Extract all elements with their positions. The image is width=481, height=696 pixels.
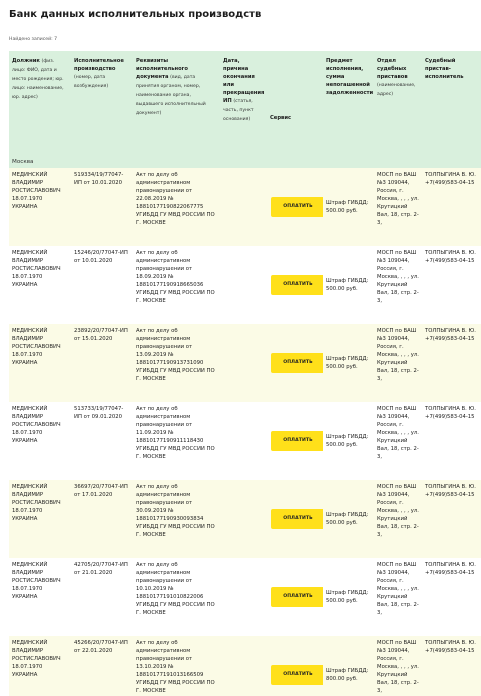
department-cell: МОСП по ВАШ №3 109044, Россия, г. Москва, , , , ул. Крутицкий Вал, 18, стр. 2-3, <box>374 168 422 246</box>
department-cell: МОСП по ВАШ №3 109044, Россия, г. Москва, , , , ул. Крутицкий Вал, 18, стр. 2-3, <box>374 636 422 696</box>
debtor-cell: МЕДИНСКИЙ ВЛАДИМИР РОСТИСЛАВОВИЧ 18.07.1970 УКРАИНА <box>9 480 71 558</box>
record-count: Найдено записей: 7 <box>9 37 58 42</box>
document-cell: Акт по делу об административном правонарушении от 30.09.2019 № 18810177190930093834 УГИБДД ГУ МВД РОССИИ ПО Г. МОСКВЕ <box>133 480 220 558</box>
bailiff-cell: ТОЛПЫГИНА В. Ю. +7(499)583-04-15 <box>422 402 481 480</box>
subject-cell: Штраф ГИБДД: 500.00 руб. <box>323 324 374 402</box>
bailiff-cell: ТОЛПЫГИНА В. Ю. +7(499)583-04-15 <box>422 636 481 696</box>
table-row <box>9 246 481 324</box>
service-cell <box>267 402 323 480</box>
service-cell <box>267 324 323 402</box>
document-cell: Акт по делу об административном правонарушении от 22.08.2019 № 18810177190822067775 УГИБДД ГУ МВД РОССИИ ПО Г. МОСКВЕ <box>133 168 220 246</box>
document-cell: Акт по делу об административном правонарушении от 18.09.2019 № 18810177190918665036 УГИБДД ГУ МВД РОССИИ ПО Г. МОСКВЕ <box>133 246 220 324</box>
bailiff-cell: ТОЛПЫГИНА В. Ю. +7(499)583-04-15 <box>422 168 481 246</box>
table-row <box>9 636 481 696</box>
proceeding-cell: 519334/19/77047-ИП от 10.01.2020 <box>71 168 133 246</box>
table-row <box>9 324 481 402</box>
proceeding-cell: 45266/20/77047-ИП от 22.01.2020 <box>71 636 133 696</box>
department-cell: МОСП по ВАШ №3 109044, Россия, г. Москва, , , , ул. Крутицкий Вал, 18, стр. 2-3, <box>374 402 422 480</box>
department-cell: МОСП по ВАШ №3 109044, Россия, г. Москва, , , , ул. Крутицкий Вал, 18, стр. 2-3, <box>374 324 422 402</box>
subject-cell: Штраф ГИБДД: 500.00 руб. <box>323 402 374 480</box>
pay-button[interactable]: ОПЛАТИТЬ <box>271 665 323 685</box>
subject-cell: Штраф ГИБДД: 800.00 руб. <box>323 636 374 696</box>
service-cell <box>267 636 323 696</box>
subject-cell: Штраф ГИБДД: 500.00 руб. <box>323 168 374 246</box>
service-cell <box>267 480 323 558</box>
debtor-cell: МЕДИНСКИЙ ВЛАДИМИР РОСТИСЛАВОВИЧ 18.07.1970 УКРАИНА <box>9 246 71 324</box>
table-body <box>9 168 481 696</box>
header-bailiff: Судебный пристав-исполнитель <box>422 51 481 168</box>
end-date-cell <box>220 246 267 324</box>
pay-button[interactable]: ОПЛАТИТЬ <box>271 197 323 217</box>
table-row <box>9 168 481 246</box>
service-cell <box>267 558 323 636</box>
results-table <box>9 51 481 696</box>
document-cell: Акт по делу об административном правонарушении от 13.10.2019 № 18810177191013166509 УГИБДД ГУ МВД РОССИИ ПО Г. МОСКВЕ <box>133 636 220 696</box>
pay-button[interactable]: ОПЛАТИТЬ <box>271 509 323 529</box>
end-date-cell <box>220 324 267 402</box>
end-date-cell <box>220 480 267 558</box>
table-row <box>9 480 481 558</box>
region-label: Москва <box>12 159 34 165</box>
department-cell: МОСП по ВАШ №3 109044, Россия, г. Москва, , , , ул. Крутицкий Вал, 18, стр. 2-3, <box>374 480 422 558</box>
bailiff-cell: ТОЛПЫГИНА В. Ю. +7(499)583-04-15 <box>422 558 481 636</box>
bailiff-cell: ТОЛПЫГИНА В. Ю. +7(499)583-04-15 <box>422 246 481 324</box>
debtor-cell: МЕДИНСКИЙ ВЛАДИМИР РОСТИСЛАВОВИЧ 18.07.1970 УКРАИНА <box>9 168 71 246</box>
department-cell: МОСП по ВАШ №3 109044, Россия, г. Москва, , , , ул. Крутицкий Вал, 18, стр. 2-3, <box>374 558 422 636</box>
proceeding-cell: 513733/19/77047-ИП от 09.01.2020 <box>71 402 133 480</box>
service-cell <box>267 246 323 324</box>
subject-cell: Штраф ГИБДД: 500.00 руб. <box>323 558 374 636</box>
pay-button[interactable]: ОПЛАТИТЬ <box>271 431 323 451</box>
subject-cell: Штраф ГИБДД: 500.00 руб. <box>323 480 374 558</box>
debtor-cell: МЕДИНСКИЙ ВЛАДИМИР РОСТИСЛАВОВИЧ 18.07.1970 УКРАИНА <box>9 324 71 402</box>
proceeding-cell: 15246/20/77047-ИП от 10.01.2020 <box>71 246 133 324</box>
end-date-cell <box>220 636 267 696</box>
pay-button[interactable]: ОПЛАТИТЬ <box>271 275 323 295</box>
header-department: Отдел судебных приставов (наименование, адрес) <box>374 51 422 168</box>
page-title: Банк данных исполнительных производств <box>9 9 262 20</box>
document-cell: Акт по делу об административном правонарушении от 13.09.2019 № 18810177190913731090 УГИБДД ГУ МВД РОССИИ ПО Г. МОСКВЕ <box>133 324 220 402</box>
header-debtor: Должник (физ. лицо: ФИО, дата и место рождения; юр. лицо: наименование, юр. адрес) Москва <box>9 51 71 168</box>
department-cell: МОСП по ВАШ №3 109044, Россия, г. Москва, , , , ул. Крутицкий Вал, 18, стр. 2-3, <box>374 246 422 324</box>
end-date-cell <box>220 558 267 636</box>
header-subject: Предмет исполнения, сумма непогашенной задолженности <box>323 51 374 168</box>
results-table-container[interactable] <box>9 51 481 696</box>
subject-cell: Штраф ГИБДД: 500.00 руб. <box>323 246 374 324</box>
end-date-cell <box>220 402 267 480</box>
document-cell: Акт по делу об административном правонарушении от 11.09.2019 № 18810177190911118430 УГИБДД ГУ МВД РОССИИ ПО Г. МОСКВЕ <box>133 402 220 480</box>
table-row <box>9 558 481 636</box>
table-header-row <box>9 51 481 168</box>
header-document: Реквизиты исполнительного документа (вид, дата принятия органом, номер, наименование органа, выдавшего исполнительный документ) <box>133 51 220 168</box>
table-row <box>9 402 481 480</box>
header-proceeding: Исполнительное производство (номер, дата возбуждения) <box>71 51 133 168</box>
bailiff-cell: ТОЛПЫГИНА В. Ю. +7(499)583-04-15 <box>422 324 481 402</box>
pay-button[interactable]: ОПЛАТИТЬ <box>271 353 323 373</box>
header-end-date: Дата, причина окончания или прекращения ИП (статья, часть, пункт основания) <box>220 51 267 168</box>
header-service: Сервис <box>267 51 323 168</box>
debtor-cell: МЕДИНСКИЙ ВЛАДИМИР РОСТИСЛАВОВИЧ 18.07.1970 УКРАИНА <box>9 402 71 480</box>
service-cell <box>267 168 323 246</box>
debtor-cell: МЕДИНСКИЙ ВЛАДИМИР РОСТИСЛАВОВИЧ 18.07.1970 УКРАИНА <box>9 636 71 696</box>
proceeding-cell: 23892/20/77047-ИП от 15.01.2020 <box>71 324 133 402</box>
debtor-cell: МЕДИНСКИЙ ВЛАДИМИР РОСТИСЛАВОВИЧ 18.07.1970 УКРАИНА <box>9 558 71 636</box>
bailiff-cell: ТОЛПЫГИНА В. Ю. +7(499)583-04-15 <box>422 480 481 558</box>
pay-button[interactable]: ОПЛАТИТЬ <box>271 587 323 607</box>
proceeding-cell: 42705/20/77047-ИП от 21.01.2020 <box>71 558 133 636</box>
document-cell: Акт по делу об административном правонарушении от 10.10.2019 № 18810177191010822006 УГИБДД ГУ МВД РОССИИ ПО Г. МОСКВЕ <box>133 558 220 636</box>
proceeding-cell: 36697/20/77047-ИП от 17.01.2020 <box>71 480 133 558</box>
end-date-cell <box>220 168 267 246</box>
